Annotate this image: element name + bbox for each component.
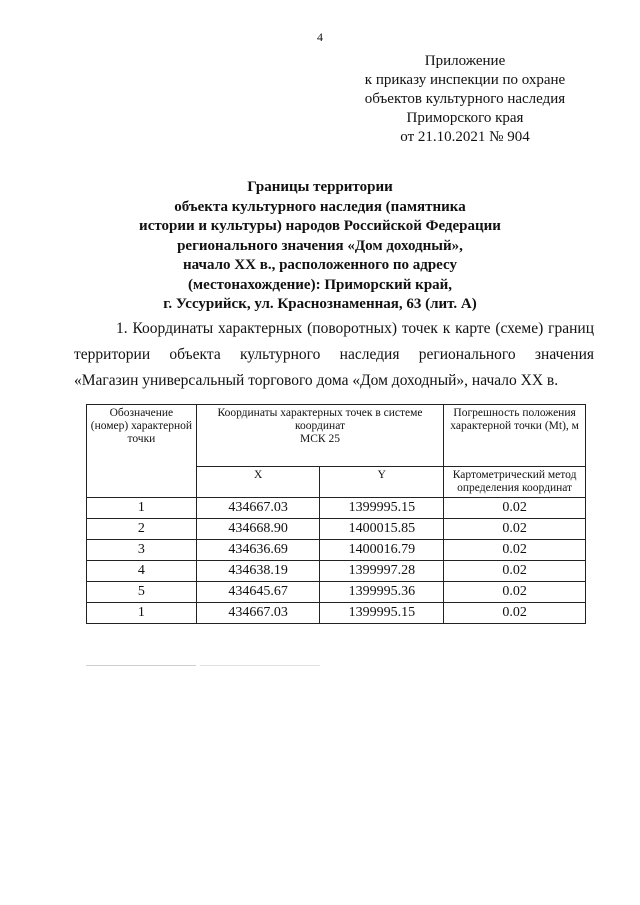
header-coordinate-system: МСК 25 <box>300 433 340 445</box>
cell-mt: 0.02 <box>444 540 586 561</box>
cell-y: 1400016.79 <box>320 540 444 561</box>
cell-x: 434645.67 <box>196 582 320 603</box>
cell-y: 1399997.28 <box>320 561 444 582</box>
cell-point: 5 <box>87 582 197 603</box>
table-row <box>87 561 586 582</box>
heading-line: регионального значения «Дом доходный», <box>177 237 463 254</box>
header-accuracy: Погрешность положения характерной точки (Mt), м <box>444 405 586 467</box>
header-coordinates-title: Координаты характерных точек в системе координат <box>217 407 423 432</box>
table-row <box>87 603 586 624</box>
cell-y: 1399995.15 <box>320 498 444 519</box>
heading-line: истории и культуры) народов Российской Федерации <box>139 218 501 234</box>
header-coordinates <box>196 405 443 467</box>
page-number: 4 <box>317 30 323 44</box>
header-designation: Обозначение (номер) характерной точки <box>87 405 197 498</box>
cell-point: 1 <box>87 498 197 519</box>
body-paragraph <box>74 316 594 394</box>
cell-mt: 0.02 <box>444 498 586 519</box>
cell-x: 434667.03 <box>196 603 320 624</box>
table-row <box>87 540 586 561</box>
cell-mt: 0.02 <box>444 582 586 603</box>
cell-mt: 0.02 <box>444 603 586 624</box>
cell-point: 3 <box>87 540 197 561</box>
cell-mt: 0.02 <box>444 519 586 540</box>
cell-y: 1399995.36 <box>320 582 444 603</box>
scan-artifact-line <box>200 665 320 666</box>
annex-line: Приморского края <box>406 110 524 126</box>
cell-mt: 0.02 <box>444 561 586 582</box>
scan-artifact-line <box>86 665 196 666</box>
table-row <box>87 519 586 540</box>
annex-line: к приказу инспекции по охране <box>364 72 566 88</box>
annex-block <box>340 52 590 147</box>
cell-point: 4 <box>87 561 197 582</box>
heading-line: (местонахождение): Приморский край, <box>187 276 453 293</box>
cell-point: 1 <box>87 603 197 624</box>
heading-line: объекта культурного наследия (памятника <box>174 198 466 215</box>
cell-x: 434636.69 <box>196 540 320 561</box>
cell-x: 434638.19 <box>196 561 320 582</box>
paragraph-line-3: «Магазин универсальный торгового дома «Дом доходный», начало XX в. <box>74 372 559 389</box>
annex-line: от 21.10.2021 № 904 <box>400 129 530 145</box>
annex-line: объектов культурного наследия <box>364 91 566 107</box>
heading-line: начало XX в., расположенного по адресу <box>183 257 457 273</box>
coordinates-table <box>86 404 586 624</box>
table-row <box>87 582 586 603</box>
cell-x: 434668.90 <box>196 519 320 540</box>
table-row <box>87 498 586 519</box>
cell-point: 2 <box>87 519 197 540</box>
heading-line: г. Уссурийск, ул. Краснознаменная, 63 (лит. А) <box>163 296 477 312</box>
document-heading <box>60 178 580 315</box>
heading-line: Границы территории <box>247 179 393 195</box>
cell-y: 1399995.15 <box>320 603 444 624</box>
header-method: Картометрический метод определения координат <box>444 467 586 498</box>
annex-line: Приложение <box>424 53 506 69</box>
header-y: Y <box>320 467 444 498</box>
cell-y: 1400015.85 <box>320 519 444 540</box>
header-x: X <box>196 467 320 498</box>
paragraph-line-2: территории объекта культурного наследия регионального значения <box>74 346 594 363</box>
cell-x: 434667.03 <box>196 498 320 519</box>
paragraph-line-1: 1. Координаты характерных (поворотных) точек к карте (схеме) границ <box>116 320 594 337</box>
